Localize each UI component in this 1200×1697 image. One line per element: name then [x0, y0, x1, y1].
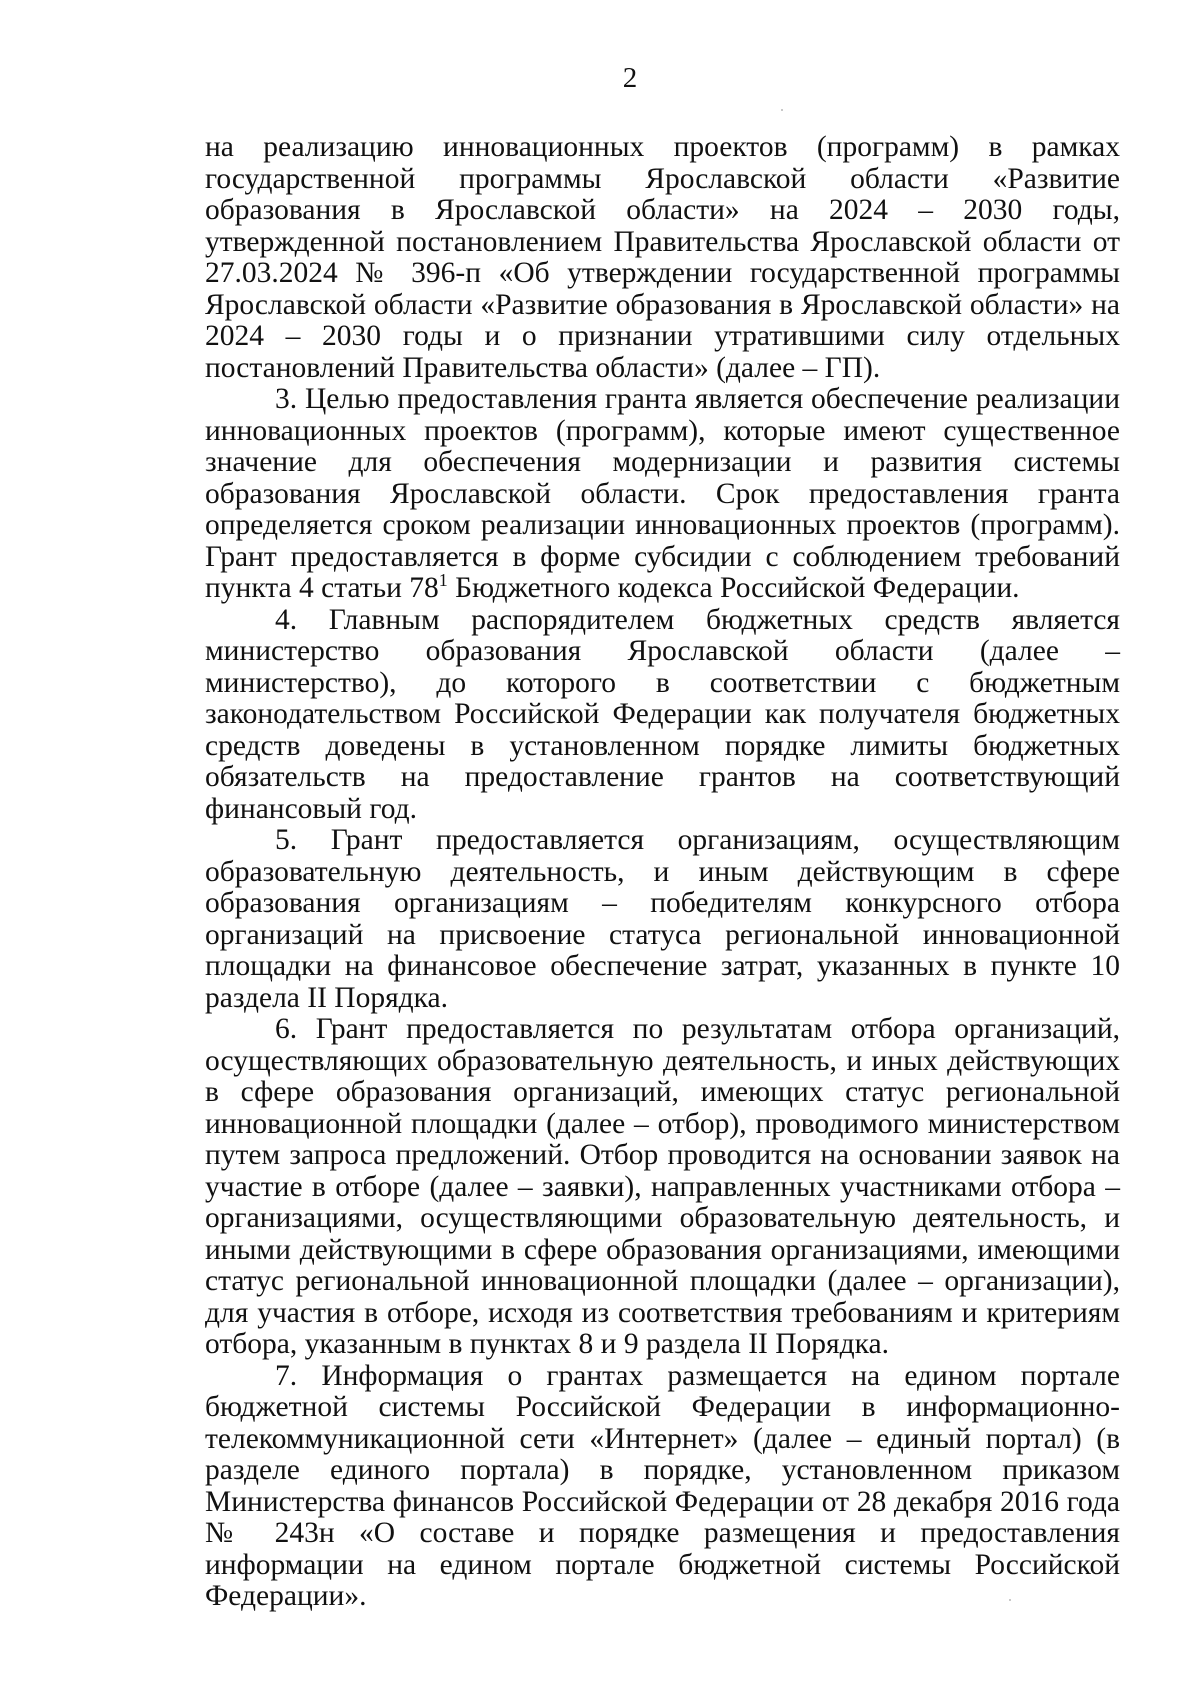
scan-speck — [781, 109, 783, 111]
paragraph-7-information-portal: 7. Информация о грантах размещается на едином портале бюджетной системы Российской Федерации в информационно-телекоммуникационной сети «Интернет» (далее – единый портал) (в разделе единого портала) в порядке, установленном приказом Министерства финансов Российской Федерации от 28 декабря 2016 года № 243н «О составе и порядке размещения и предоставления информации на едином портале бюджетной системы Российской Федерации». — [205, 1359, 1120, 1612]
paragraph-4-budget-administrator: 4. Главным распорядителем бюджетных средств является министерство образования Ярославской области (далее – министерство), до которого в соответствии с бюджетным законодательством Российской Федерации как получателя бюджетных средств доведены в установленном порядке лимиты бюджетных обязательств на предоставление грантов на соответствующий финансовый год. — [205, 603, 1120, 825]
article-superscript: 1 — [438, 570, 448, 591]
page-number: 2 — [622, 62, 638, 94]
paragraph-5-grant-recipients: 5. Грант предоставляется организациям, осуществляющим образовательную деятельность, и иным действующим в сфере образования организациям – победителям конкурсного отбора организаций на присвоение статуса региональной инновационной площадки на финансовое обеспечение затрат, указанных в пункте 10 раздела II Порядка. — [205, 824, 1120, 1014]
document-body — [205, 132, 1120, 1613]
scan-speck — [1009, 1599, 1011, 1601]
paragraph-3-grant-purpose — [205, 384, 1120, 605]
paragraph-3-text: 3. Целью предоставления гранта является обеспечение реализации инновационных проектов (программ), которые имеют существенное значение для обеспечения модернизации и развития системы образования Ярославской области. Срок предоставления гранта определяется сроком реализации инновационных проектов (программ). Грант предоставляется в форме субсидии с соблюдением требований пункта 4 статьи 78 — [205, 383, 1120, 604]
paragraph-6-selection: 6. Грант предоставляется по результатам отбора организаций, осуществляющих образовательную деятельность, и иных действующих в сфере образования организаций, имеющих статус региональной инновационной площадки (далее – отбор), проводимого министерством путем запроса предложений. Отбор проводится на основании заявок на участие в отборе (далее – заявки), направленных участниками отбора – организациями, осуществляющими образовательную деятельность, и иными действующими в сфере образования организациями, имеющими статус региональной инновационной площадки (далее – организации), для участия в отборе, исходя из соответствия требованиям и критериям отбора, указанным в пунктах 8 и 9 раздела II Порядка. — [205, 1013, 1120, 1360]
paragraph-3-text-end: Бюджетного кодекса Российской Федерации. — [447, 572, 1020, 604]
paragraph-intro-continuation: на реализацию инновационных проектов (программ) в рамках государственной программы Ярославской области «Развитие образования в Ярославской области» на 2024 – 2030 годы, утвержденной постановлением Правительства Ярославской области от 27.03.2024 № 396-п «Об утверждении государственной программы Ярославской области «Развитие образования в Ярославской области» на 2024 – 2030 годы и о признании утратившими силу отдельных постановлений Правительства области» (далее – ГП). — [205, 131, 1120, 384]
